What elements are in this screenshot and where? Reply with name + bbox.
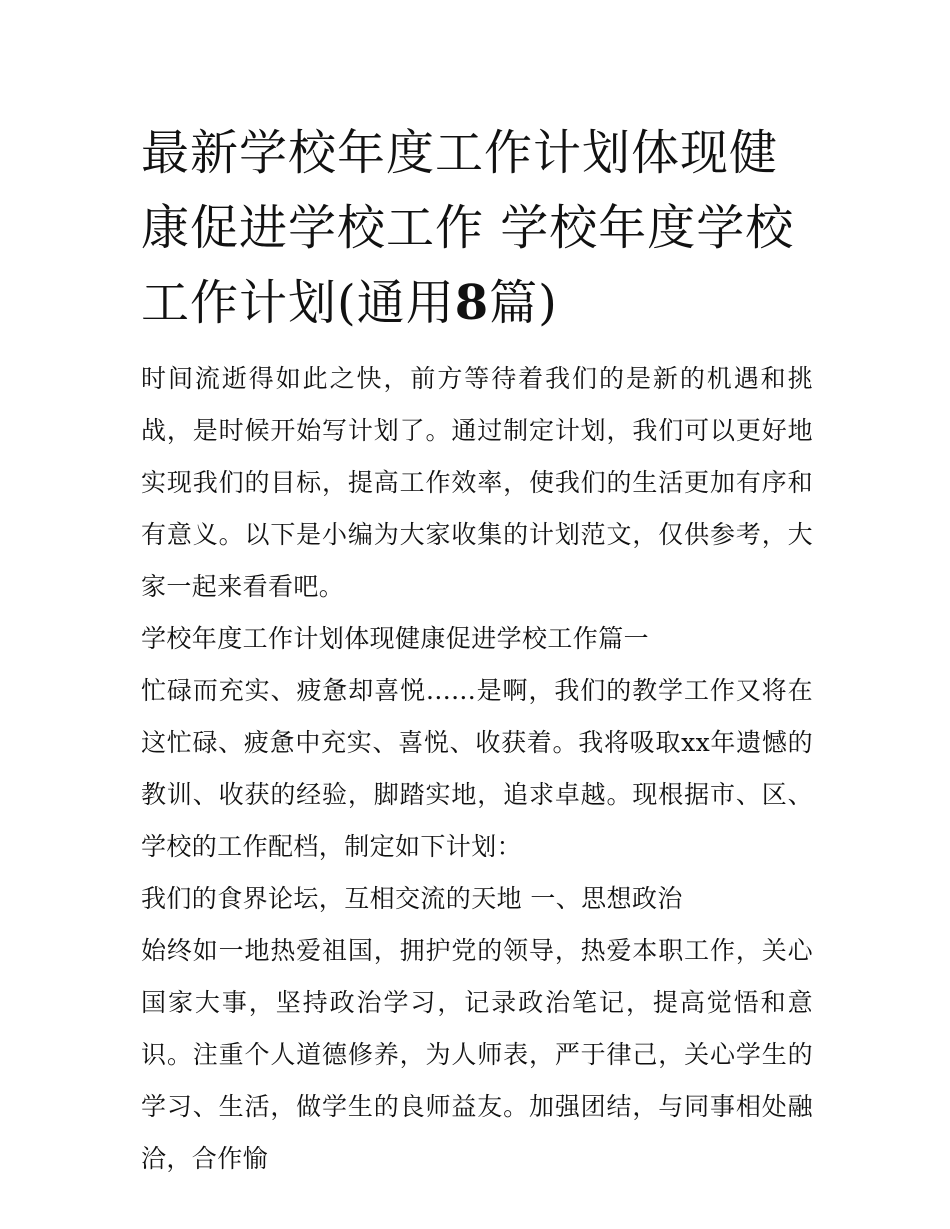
subsection-heading: 我们的食界论坛，互相交流的天地 一、思想政治	[141, 884, 683, 913]
body-paragraph: 始终如一地热爱祖国，拥护党的领导，热爱本职工作，关心国家大事，坚持政治学习，记录政治笔记，提高觉悟和意识。注重个人道德修养，为人师表，严于律己，关心学生的学习、生活，做学生的良师益友。加强团结，与同事相处融洽，合作愉	[141, 936, 813, 1173]
document-page	[141, 116, 813, 1185]
document-title: 最新学校年度工作计划体现健康促进学校工作 学校年度学校工作计划(通用8篇)	[141, 125, 795, 331]
intro-paragraph: 时间流逝得如此之快，前方等待着我们的是新的机遇和挑战，是时候开始写计划了。通过制定计划，我们可以更好地实现我们的目标，提高工作效率，使我们的生活更加有序和有意义。以下是小编为大家收集的计划范文，仅供参考，大家一起来看看吧。	[141, 364, 813, 601]
section-heading: 学校年度工作计划体现健康促进学校工作篇一	[141, 624, 650, 653]
body-paragraph: 忙碌而充实、疲惫却喜悦......是啊，我们的教学工作又将在这忙碌、疲惫中充实、喜悦、收获着。我将吸取xx年遗憾的教训、收获的经验，脚踏实地，追求卓越。现根据市、区、学校的工作配档，制定如下计划：	[141, 676, 813, 861]
